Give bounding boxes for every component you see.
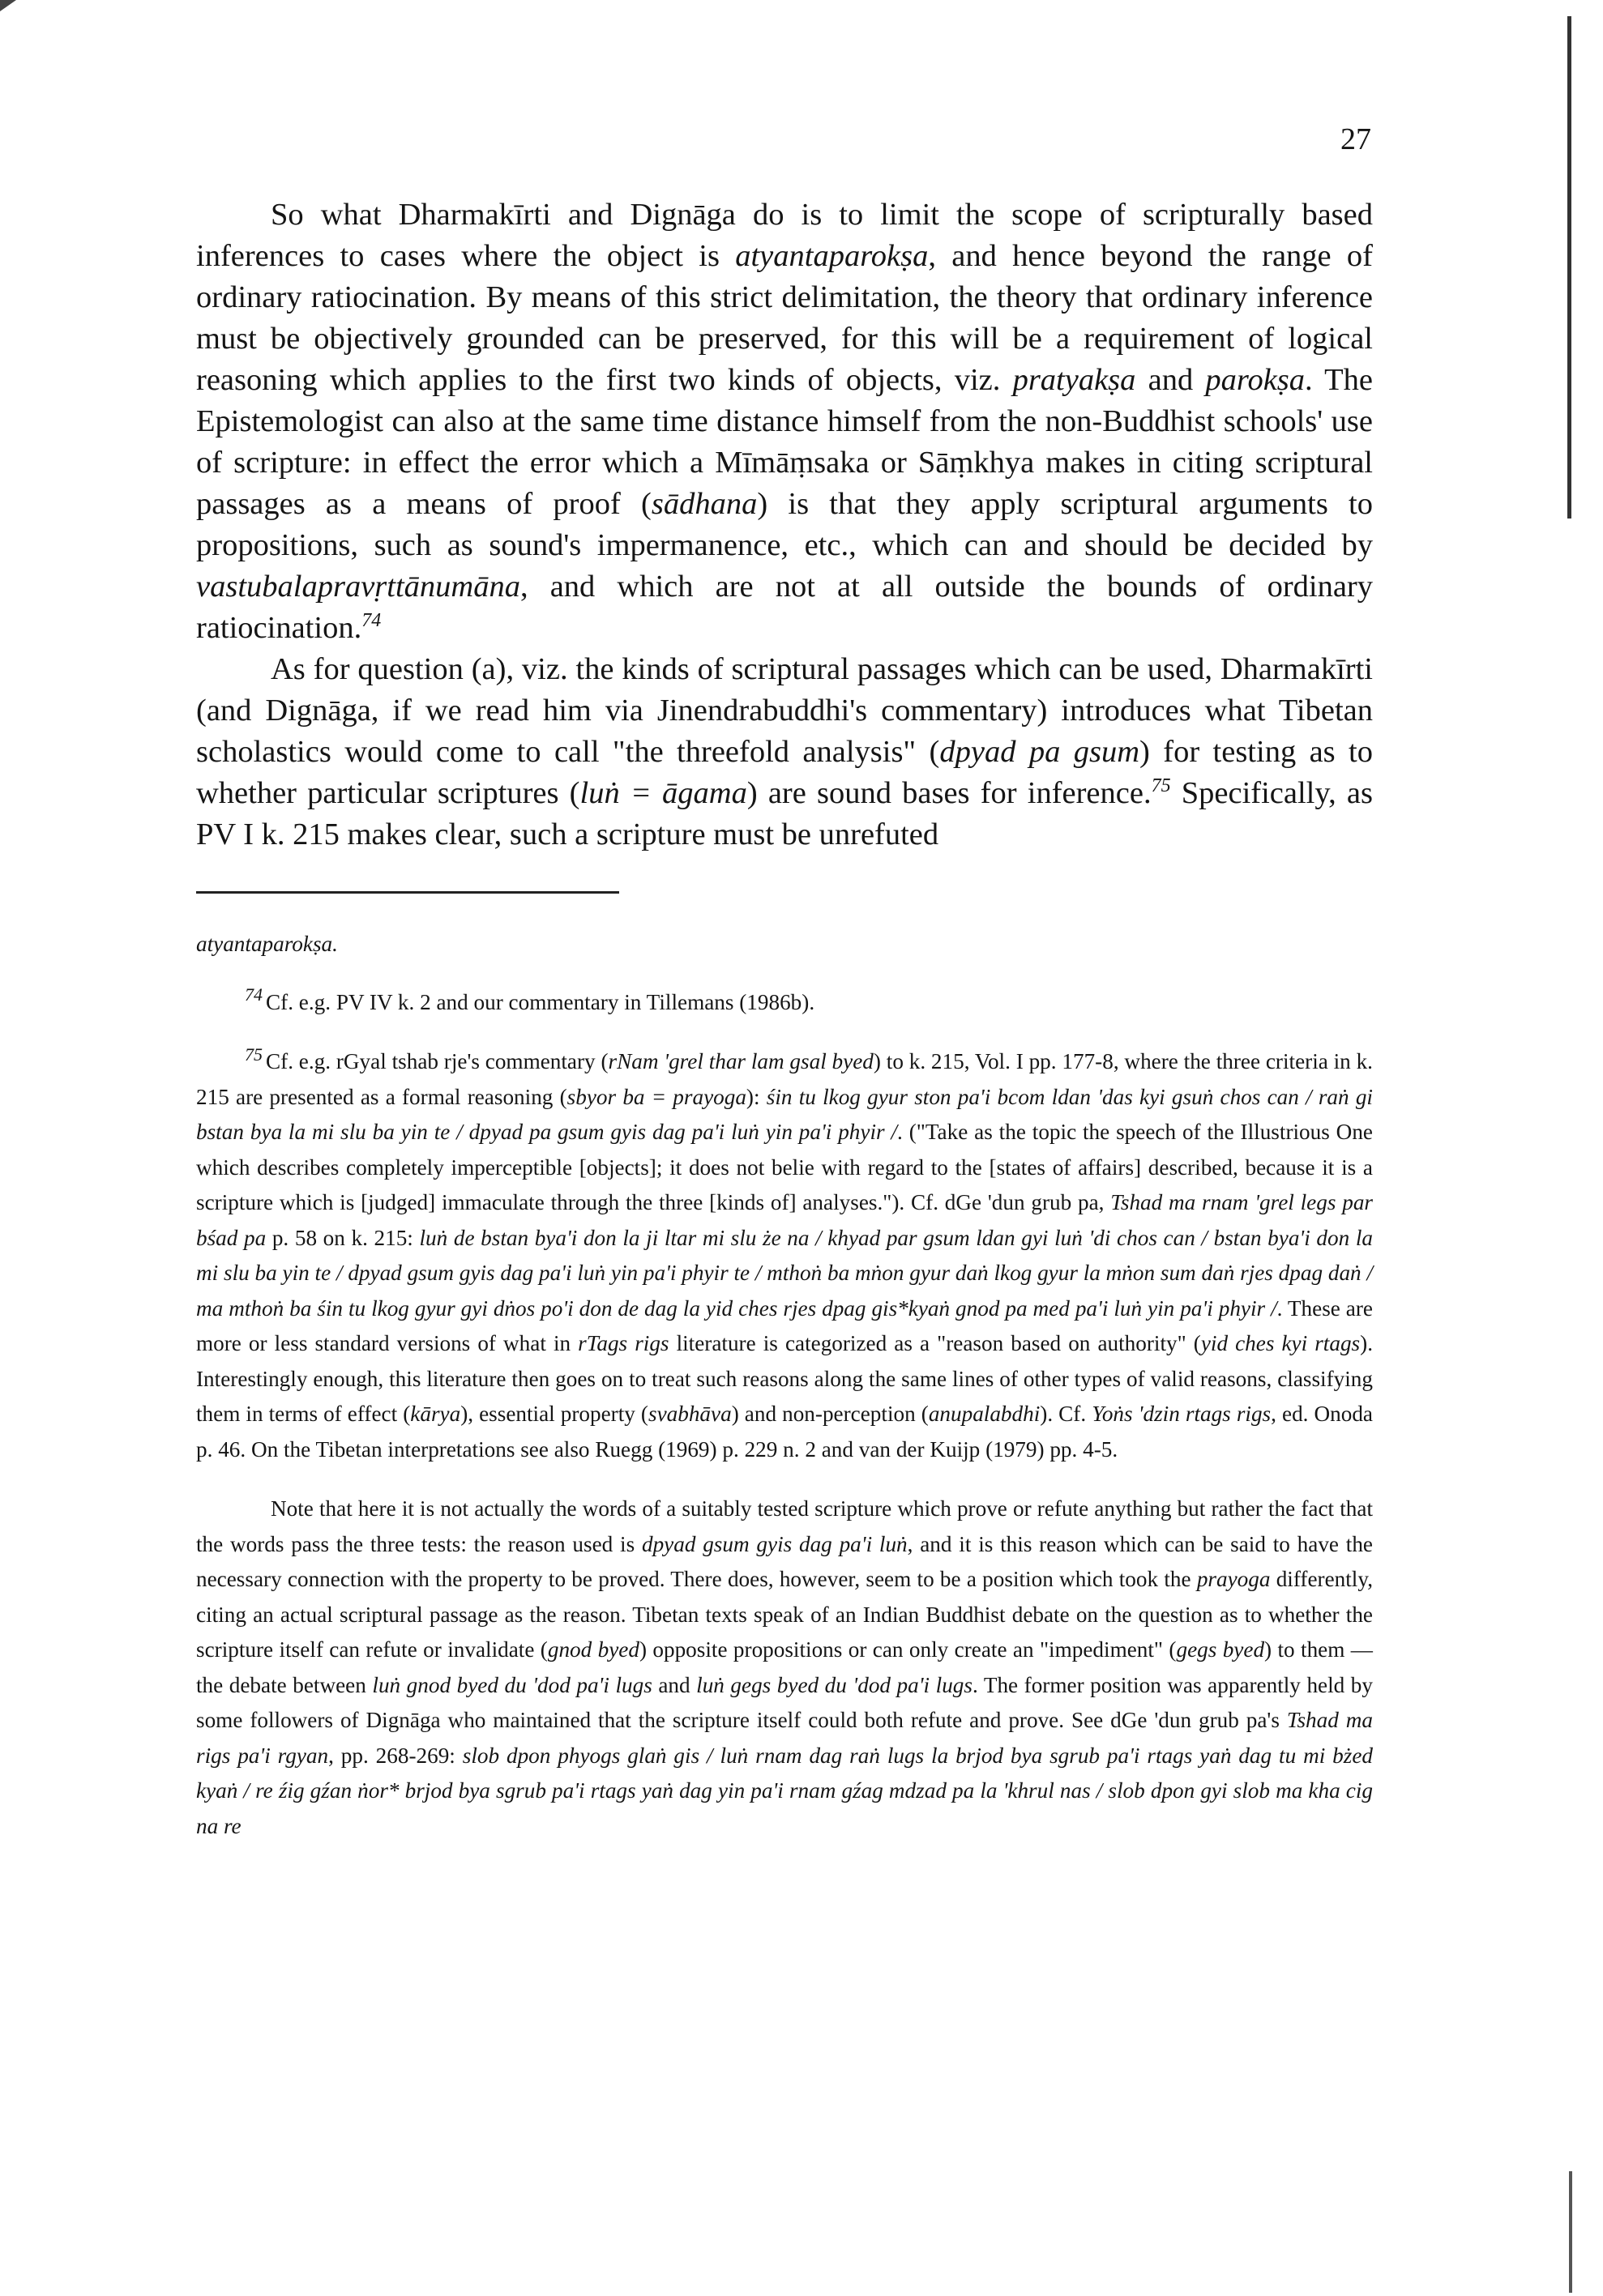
text-run: Specifically, as PV I k. 215 makes clear, such a scripture must be unrefuted	[196, 776, 1373, 851]
italic-term: gegs byed	[1176, 1637, 1265, 1662]
text-run: ) and non-perception (	[731, 1402, 929, 1426]
text-run: ) to k. 215, Vol. I pp. 177-8, where the three criteria in k. 215 are presented as a formal reasoning (	[196, 1049, 1373, 1109]
page-number: 27	[1340, 122, 1371, 156]
paragraph-1	[196, 194, 1373, 649]
text-run: ):	[746, 1084, 767, 1109]
italic-term: sbyor ba = prayoga	[566, 1084, 746, 1109]
scan-corner-mark	[0, 0, 16, 11]
italic-term: śin tu lkog gyur ston pa'i bcom ldan 'das kyi gsuṅ chos can / raṅ gi bstan bya la mi slu ba yin te / dpyad pa gsum gyis dag pa'i luṅ yin pa'i phyir /	[196, 1084, 1373, 1144]
footnote-continuation: atyantaparokṣa.	[196, 932, 338, 956]
text-run: ) to them — the debate between	[196, 1637, 1373, 1697]
italic-term: Yoṅs 'dzin rtags rigs	[1092, 1402, 1272, 1426]
text-run: , and hence beyond the range of ordinary ratiocination. By means of this strict delimitation, the theory that ordinary inference must be objectively grounded can be preserved, for this will be a requirement of logical reasoning which applies to the first two kinds of objects, viz.	[196, 239, 1374, 397]
italic-term: luṅ gnod byed du 'dod pa'i lugs	[372, 1672, 652, 1697]
italic-term: anupalabdhi	[928, 1402, 1041, 1426]
text-run: , ed. Onoda p. 46. On the Tibetan interpretations see also Ruegg (1969) p. 229 n. 2 and van der Kuijp (1979) pp. 4-5.	[196, 1402, 1373, 1462]
text-run: Cf. e.g. PV IV k. 2 and our commentary in Tillemans (1986b).	[266, 989, 815, 1014]
scan-edge-shadow-bottom	[1569, 2171, 1572, 2293]
footnote-ref-75[interactable]: 75	[1151, 775, 1171, 797]
text-run: Cf. e.g. rGyal tshab rje's commentary (	[266, 1049, 609, 1073]
italic-term: prayoga	[1196, 1567, 1271, 1591]
text-run: ) is that they apply scriptural arguments to propositions, such as sound's impermanence, etc., which can and should be decided by	[196, 487, 1373, 562]
italic-term: svabhāva	[648, 1402, 732, 1426]
text-run: ) are sound bases for inference.	[746, 776, 1152, 810]
text-run: . These are more or less standard versions of what in	[196, 1295, 1373, 1355]
footnote-ref-74[interactable]: 74	[361, 610, 382, 632]
text-run: literature is categorized as a "reason based on authority" (	[669, 1331, 1201, 1355]
text-run: ) opposite propositions or can only create an "impediment" (	[639, 1637, 1177, 1662]
text-run: and	[1135, 363, 1206, 397]
text-run: , pp. 268-269:	[328, 1743, 463, 1768]
italic-term: luṅ gegs byed du 'dod pa'i lugs	[696, 1672, 972, 1697]
italic-term: luṅ = āgama	[579, 776, 747, 810]
italic-term: gnod byed	[547, 1637, 639, 1662]
text-run: So what Dharmakīrti and Dignāga do is to limit the scope of scripturally based inferences to cases where the object is	[196, 198, 1373, 273]
text-run: p. 58 on k. 215:	[266, 1225, 420, 1250]
paragraph-2	[196, 649, 1373, 856]
footnote-75	[196, 1044, 1373, 1467]
text-run: . The former position was apparently held by some followers of Dignāga who maintained that the scripture itself could both refute and prove. See dGe 'dun grub pa's	[196, 1672, 1373, 1732]
body-text	[196, 194, 1373, 856]
footnote-75-note	[196, 1492, 1373, 1844]
italic-term: rTags rigs	[578, 1331, 669, 1355]
italic-term: kārya	[410, 1402, 461, 1426]
italic-term: dpyad gsum gyis dag pa'i luṅ	[641, 1531, 908, 1556]
footnote-74	[196, 985, 1373, 1021]
italic-term: pratyakṣa	[1012, 363, 1136, 397]
italic-term: sādhana	[651, 487, 758, 521]
italic-term: rNam 'grel thar lam gsal byed	[608, 1049, 874, 1073]
text-run: differently, citing an actual scriptural passage as the reason. Tibetan texts speak of an Indian Buddhist debate on the question as to whether the scripture itself can refute or invalidate (	[196, 1567, 1373, 1662]
text-run: . ("Take as the topic the speech of the Illustrious One which describes completely imperceptible [objects]; it does not belie with regard to the [states of affairs] described, because it is a scripture which is [judged] immaculate through the three [kinds of] analyses."). Cf. dGe 'dun grub pa,	[196, 1120, 1373, 1214]
footnotes	[196, 927, 1373, 1844]
italic-term: Tshad ma rigs pa'i rgyan	[196, 1708, 1373, 1768]
italic-term: parokṣa	[1205, 363, 1306, 397]
italic-term: Tshad ma rnam 'grel legs par bśad pa	[196, 1190, 1373, 1250]
text-run: ), essential property (	[460, 1402, 648, 1426]
text-run: ). Cf.	[1040, 1402, 1092, 1426]
text-run: and	[652, 1672, 697, 1697]
text-run: ). Interestingly enough, this literature then goes on to treat such reasons along the same lines of other types of valid reasons, classifying them in terms of effect (	[196, 1331, 1373, 1426]
italic-term: slob dpon phyogs glaṅ gis / luṅ rnam dag raṅ lugs la brjod bya sgrub pa'i rtags yaṅ dag tu mi bżed kyaṅ / re źig gźan ṅor* brjod bya sgrub pa'i rtags yaṅ dag yin pa'i rnam gźag mdzad pa la 'khrul nas / slob dpon gyi slob ma kha cig na re	[196, 1743, 1373, 1838]
text-run: As for question (a), viz. the kinds of scriptural passages which can be used, Dharmakīrti (and Dignāga, if we read him via Jinendrabuddhi's commentary) introduces what Tibetan scholastics would come to call "the threefold analysis" (	[196, 652, 1373, 769]
text-run: , and it is this reason which can be said to have the necessary connection with the property to be proved. There does, however, seem to be a position which took the	[196, 1531, 1373, 1591]
italic-term: vastubalapravṛttānumāna	[196, 570, 520, 604]
text-run: , and which are not at all outside the bounds of ordinary ratiocination.	[196, 570, 1373, 645]
italic-term: atyantaparokṣa	[735, 239, 929, 273]
italic-term: yid ches kyi rtags	[1200, 1331, 1361, 1355]
italic-term: dpyad pa gsum	[939, 735, 1140, 769]
scan-edge-shadow-top	[1567, 16, 1571, 519]
italic-term: luṅ de bstan bya'i don la ji ltar mi slu że na / khyad par gsum ldan gyi luṅ 'di chos can / bstan bya'i don la mi slu ba yin te / dpyad gsum gyis dag pa'i luṅ yin pa'i phyir te / mthoṅ ba mṅon gyur daṅ lkog gyur la mṅon sum daṅ rjes dpag daṅ / ma mthoṅ ba śin tu lkog gyur gyi dṅos po'i don de dag la yid ches rjes dpag gis*kyaṅ gnod pa med pa'i luṅ yin pa'i phyir /	[196, 1225, 1373, 1321]
footnote-number: 74	[245, 984, 263, 1005]
text-run: . The Epistemologist can also at the same time distance himself from the non-Buddhist schools' use of scripture: in effect the error which a Mīmāṃsaka or Sāṃkhya makes in citing scriptural passages as a means of proof (	[196, 363, 1373, 521]
footnote-number: 75	[245, 1043, 263, 1065]
text-run: ) for testing as to whether particular scriptures (	[196, 735, 1374, 810]
text-run: Note that here it is not actually the words of a suitably tested scripture which prove or refute anything but rather the fact that the words pass the three tests: the reason used is	[196, 1496, 1373, 1556]
footnote-separator	[196, 891, 619, 894]
